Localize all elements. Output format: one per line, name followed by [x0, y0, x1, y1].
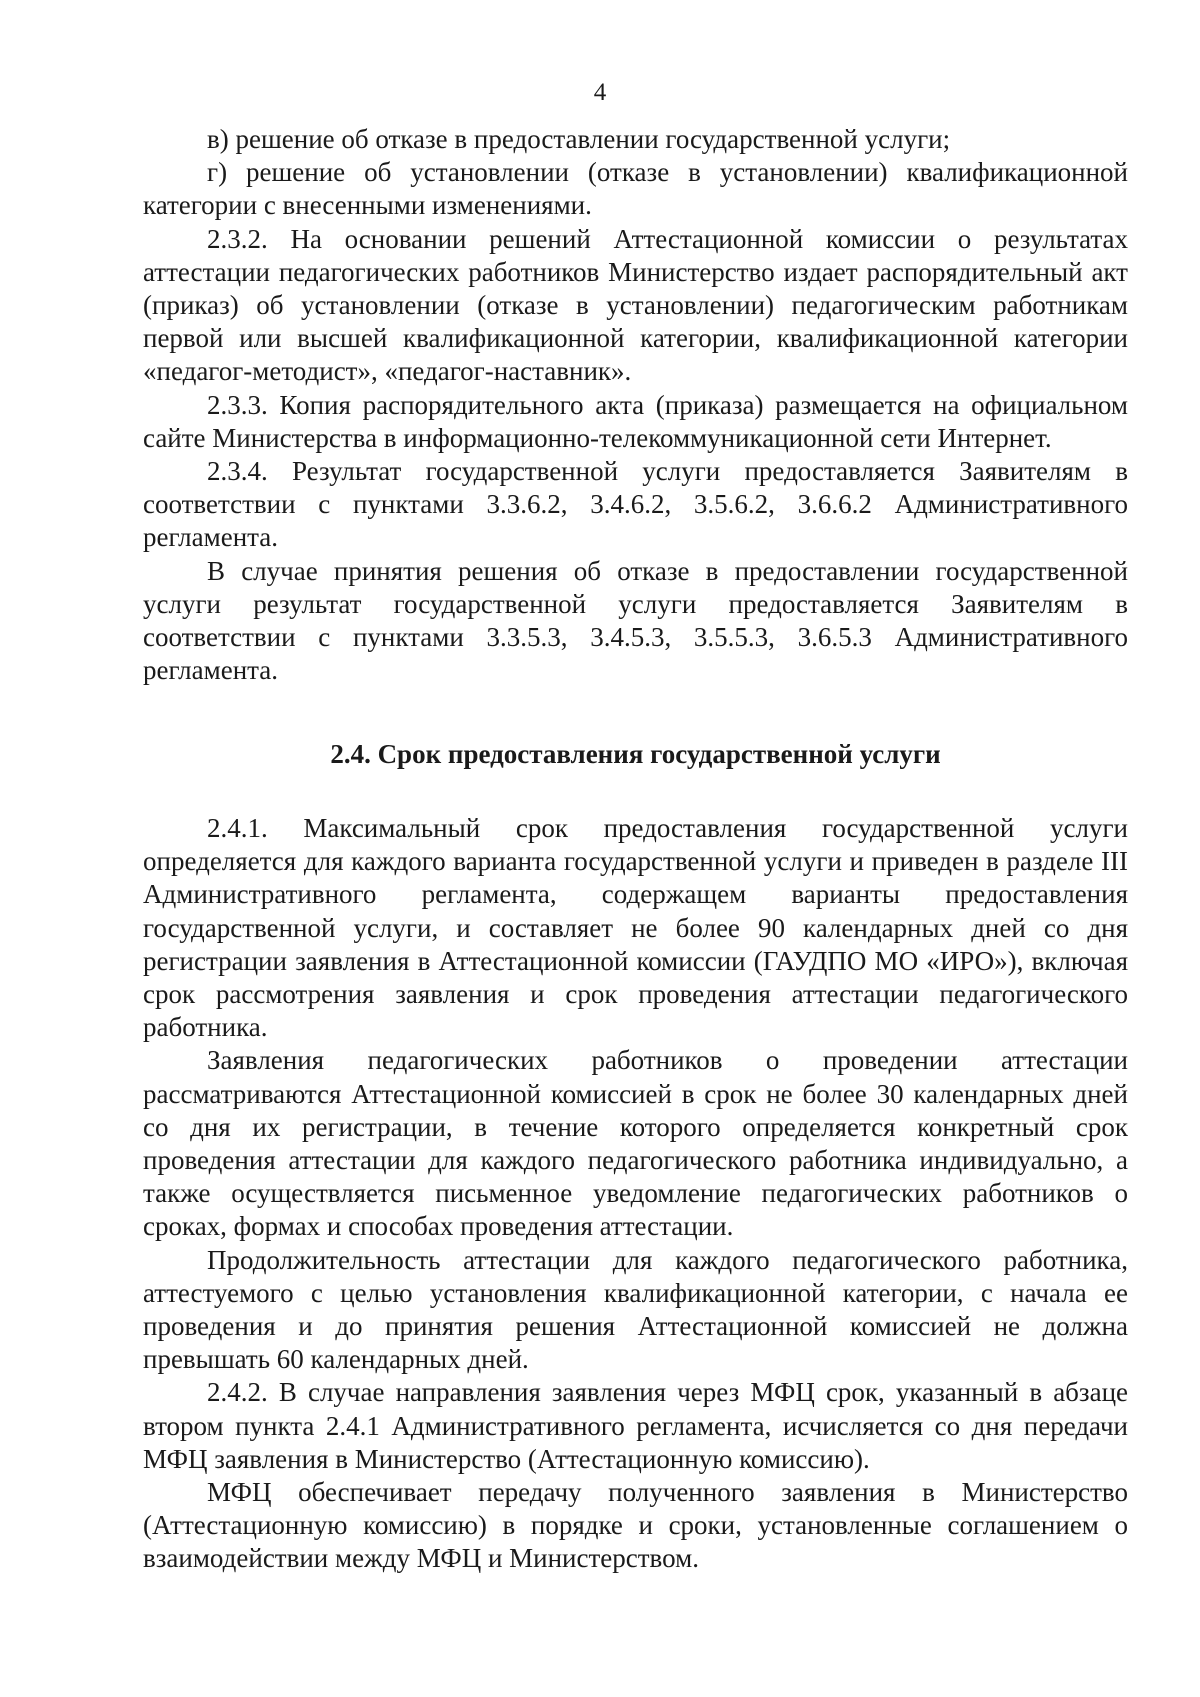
paragraph-attestation-duration: Продолжительность аттестации для каждого педагогического работника, аттестуемого с целью установления квалификационной категории, с начала ее проведения и до принятия решения Аттестационной комиссией не должна превышать 60 календарных дней.	[143, 1244, 1128, 1375]
paragraph-2-3-3: 2.3.3. Копия распорядительного акта (приказа) размещается на официальном сайте Министерства в информационно-телекоммуникационной сети Интернет.	[143, 389, 1128, 453]
paragraph-category-decision: г) решение об установлении (отказе в установлении) квалификационной категории с внесенными изменениями.	[143, 157, 1128, 221]
text-block-top	[143, 123, 1128, 687]
text-block-bottom	[143, 812, 1128, 1576]
section-heading: 2.4. Срок предоставления государственной услуги	[330, 739, 941, 769]
page-number: 4	[593, 79, 607, 106]
paragraph-2-4-1: 2.4.1. Максимальный срок предоставления государственной услуги определяется для каждого варианта государственной услуги и приведен в разделе III Административного регламента, содержащем варианты предоставления государственной услуги, и составляет не более 90 календарных дней со дня регистрации заявления в Аттестационной комиссии (ГАУДПО МО «ИРО»), включая срок рассмотрения заявления и срок проведения аттестации педагогического работника.	[143, 813, 1128, 1043]
paragraph-2-4-2: 2.4.2. В случае направления заявления через МФЦ срок, указанный в абзаце втором пункта 2.4.1 Административного регламента, исчисляется со дня передачи МФЦ заявления в Министерство (Аттестационную комиссию).	[143, 1377, 1128, 1474]
paragraph-applications-review: Заявления педагогических работников о проведении аттестации рассматриваются Аттестационной комиссией в срок не более 30 календарных дней со дня их регистрации, в течение которого определяется конкретный срок проведения аттестации для каждого педагогического работника индивидуально, а также осуществляется письменное уведомление педагогических работников о сроках, формах и способах проведения аттестации.	[143, 1045, 1128, 1242]
paragraph-2-3-4: 2.3.4. Результат государственной услуги предоставляется Заявителям в соответствии с пунктами 3.3.6.2, 3.4.6.2, 3.5.6.2, 3.6.6.2 Административного регламента.	[143, 456, 1128, 553]
paragraph-refusal-decision: в) решение об отказе в предоставлении государственной услуги;	[207, 124, 951, 154]
paragraph-2-3-2: 2.3.2. На основании решений Аттестационной комиссии о результатах аттестации педагогических работников Министерство издает распорядительный акт (приказ) об установлении (отказе в установлении) педагогическим работникам первой или высшей квалификационной категории, квалификационной категории «педагог-методист», «педагог-наставник».	[143, 223, 1128, 387]
paragraph-mfc-transfer: МФЦ обеспечивает передачу полученного заявления в Министерство (Аттестационную комиссию) в порядке и сроки, установленные соглашением о взаимодействии между МФЦ и Министерством.	[143, 1477, 1128, 1574]
paragraph-refusal-result: В случае принятия решения об отказе в предоставлении государственной услуги результат государственной услуги предоставляется Заявителям в соответствии с пунктами 3.3.5.3, 3.4.5.3, 3.5.5.3, 3.6.5.3 Административного регламента.	[143, 555, 1128, 686]
